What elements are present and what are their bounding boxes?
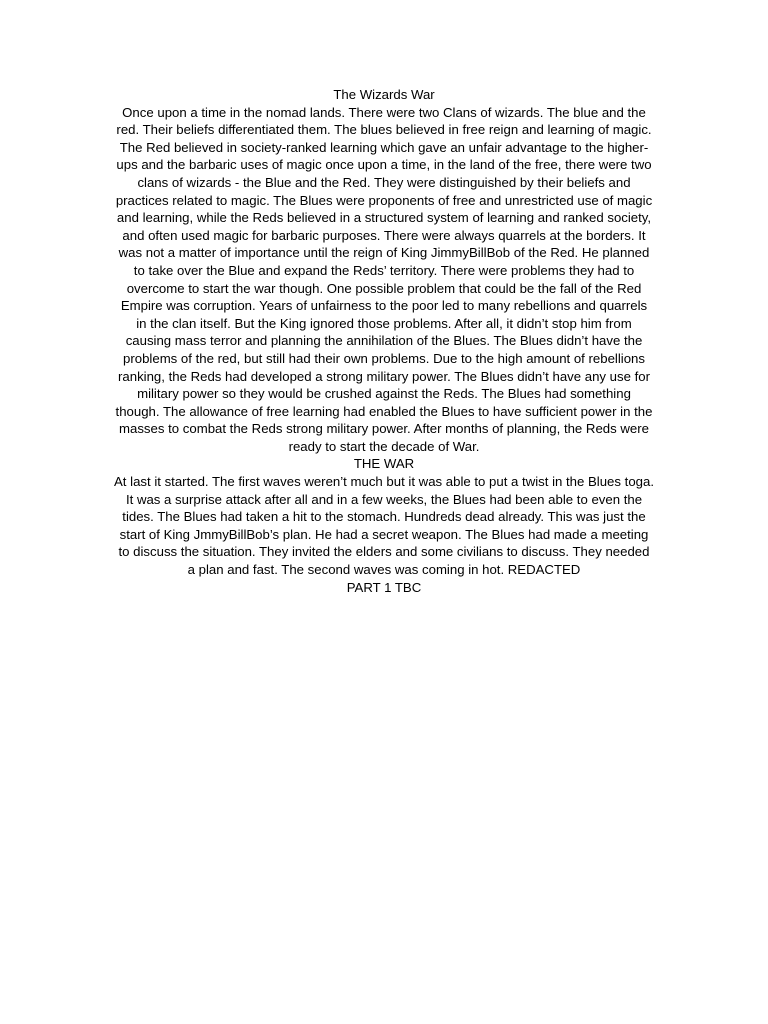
document-body	[0, 86, 768, 596]
paragraph-line: At last it started. The first waves weren’t much but it was able to put a twist in the Blues toga.	[114, 474, 654, 490]
intro-paragraph	[0, 104, 768, 456]
paragraph-line: Once upon a time in the nomad lands. There were two Clans of wizards. The blue and the	[122, 104, 646, 120]
paragraph-line: and learning, while the Reds believed in a structured system of learning and ranked society,	[116, 210, 652, 226]
paragraph-line: a plan and fast. The second waves was coming in hot. REDACTED	[187, 562, 581, 578]
document-title: The Wizards War	[333, 87, 435, 102]
paragraph-line: red. Their beliefs differentiated them. The blues believed in free reign and learning of magic.	[116, 122, 652, 138]
paragraph-line: clans of wizards - the Blue and the Red. They were distinguished by their beliefs and	[137, 174, 631, 190]
paragraph-line: was not a matter of importance until the reign of King JimmyBillBob of the Red. He planned	[118, 245, 650, 261]
paragraph-line: practices related to magic. The Blues were proponents of free and unrestricted use of magic	[115, 192, 653, 208]
section-heading: THE WAR	[353, 456, 415, 472]
paragraph-line: in the clan itself. But the King ignored those problems. After all, it didn’t stop him from	[136, 315, 632, 331]
paragraph-line: Empire was corruption. Years of unfairness to the poor led to many rebellions and quarrels	[120, 298, 648, 314]
paragraph-line: causing mass terror and planning the annihilation of the Blues. The Blues didn’t have the	[125, 333, 643, 349]
paragraph-line: ups and the barbaric uses of magic once upon a time, in the land of the free, there were two	[116, 157, 652, 173]
paragraph-line: The Red believed in society-ranked learning which gave an unfair advantage to the higher-	[119, 139, 649, 155]
paragraph-line: It was a surprise attack after all and in a few weeks, the Blues had been able to even the	[125, 491, 643, 507]
paragraph-line: overcome to start the war though. One possible problem that could be the fall of the Red	[126, 280, 642, 296]
paragraph-line: and often used magic for barbaric purposes. There were always quarrels at the borders. It	[122, 227, 646, 243]
paragraph-line: to discuss the situation. They invited the elders and some civilians to discuss. They needed	[118, 544, 650, 560]
paragraph-line: start of King JmmyBillBob’s plan. He had a secret weapon. The Blues had made a meeting	[119, 526, 649, 542]
paragraph-line: ranking, the Reds had developed a strong military power. The Blues didn’t have any use for	[118, 368, 650, 384]
war-paragraph	[0, 473, 768, 579]
paragraph-line: problems of the red, but still had their own problems. Due to the high amount of rebellions	[123, 350, 645, 366]
paragraph-line: military power so they would be crushed against the Reds. The Blues had something	[137, 386, 631, 402]
paragraph-line: tides. The Blues had taken a hit to the stomach. Hundreds dead already. This was just the	[122, 509, 646, 525]
paragraph-line: masses to combat the Reds strong military power. After months of planning, the Reds were	[119, 421, 649, 437]
paragraph-line: though. The allowance of free learning had enabled the Blues to have sufficient power in the	[115, 403, 653, 419]
document-footer: PART 1 TBC	[346, 579, 422, 595]
paragraph-line: ready to start the decade of War.	[288, 438, 480, 454]
paragraph-line: to take over the Blue and expand the Reds’ territory. There were problems they had to	[133, 262, 635, 278]
